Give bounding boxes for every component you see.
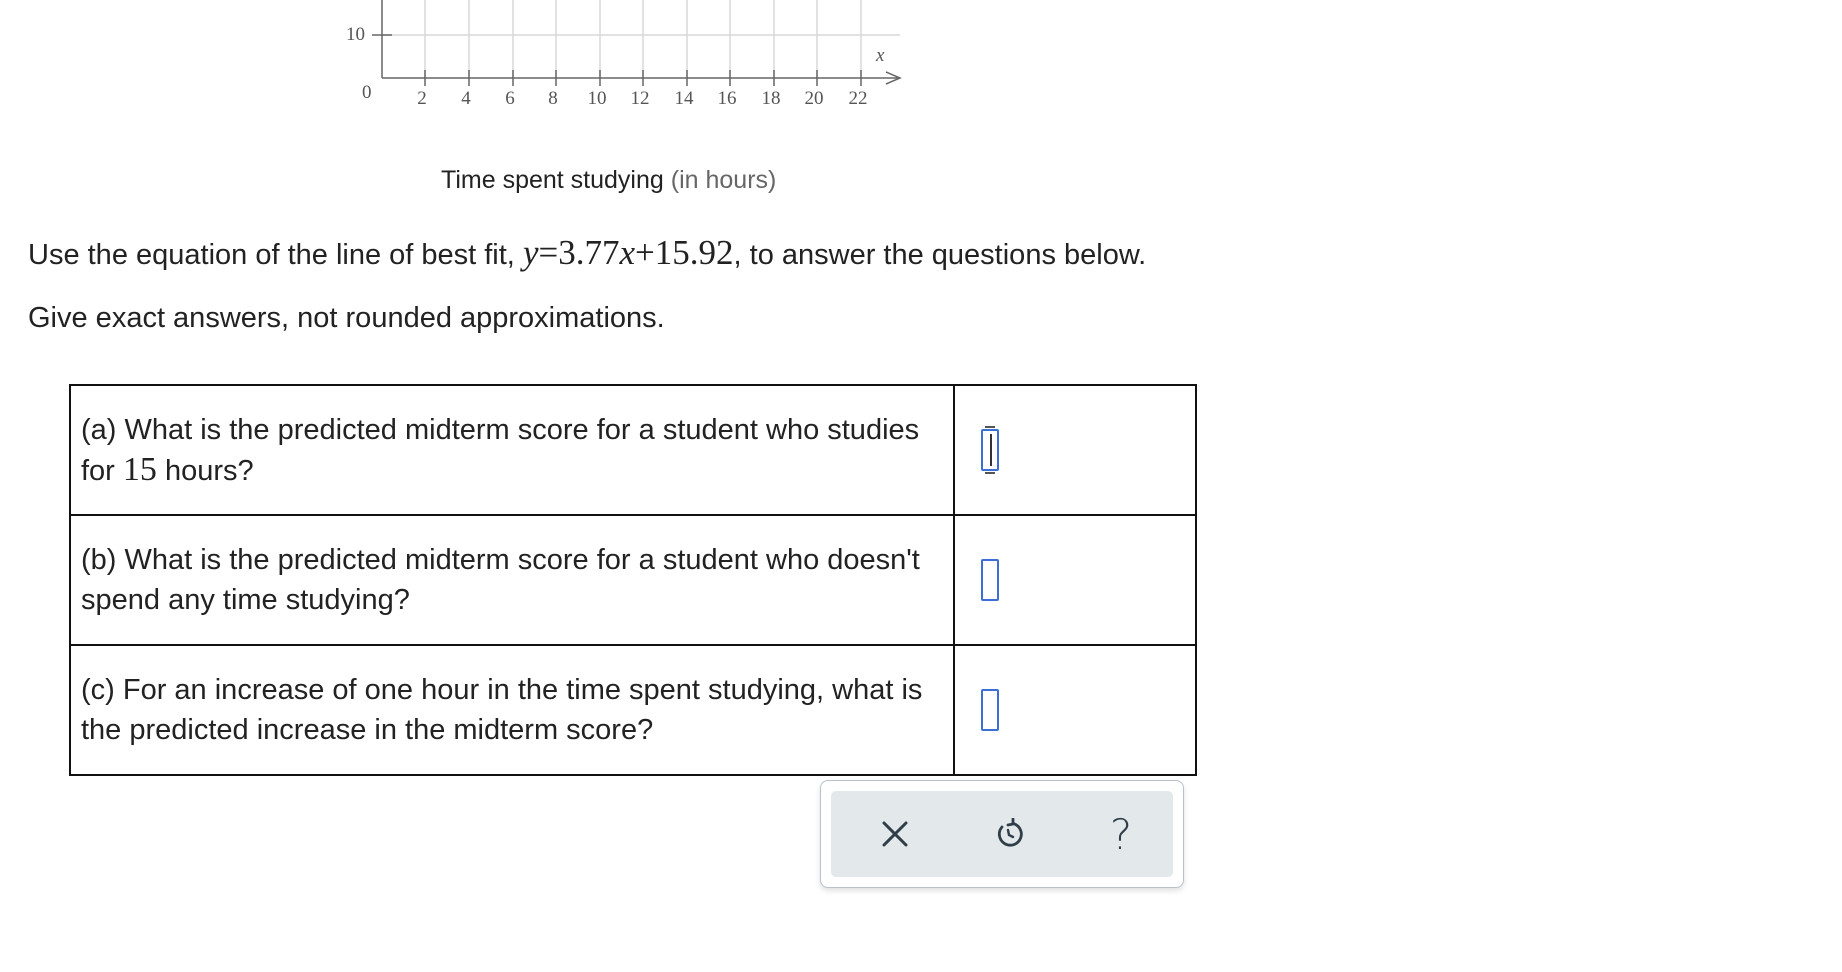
x-tick-label: 16: [717, 88, 737, 109]
equation-y: y: [522, 233, 539, 272]
question-a: [70, 385, 954, 515]
answer-input-b[interactable]: [981, 559, 999, 601]
question-a-number: 15: [122, 450, 157, 488]
toolbar-panel: [831, 791, 1173, 877]
answer-input-c[interactable]: [981, 689, 999, 731]
x-tick-label: 4: [461, 88, 471, 109]
y-tick-label: 0: [362, 82, 372, 103]
x-tick-label: 20: [804, 88, 824, 109]
scatter-plot-graph: [0, 0, 1000, 140]
x-tick-label: 10: [587, 88, 607, 109]
instruction-equation: [28, 233, 1146, 273]
best-fit-equation: [523, 233, 734, 272]
x-tick-label: 14: [674, 88, 694, 109]
questions-table: [69, 384, 1197, 776]
help-button[interactable]: [1065, 791, 1177, 877]
equation-intercept: 15.92: [654, 233, 734, 272]
question-row-a: [70, 385, 1196, 515]
question-c: (c) For an increase of one hour in the time spent studying, what is the predicted increase in the midterm score?: [70, 645, 954, 775]
question-a-text: (a) What is the predicted midterm score for a student who studies for: [81, 413, 920, 487]
x-tick-label: 6: [505, 88, 515, 109]
instruction-exact-answers: Give exact answers, not rounded approximations.: [28, 302, 665, 334]
x-tick-label: 22: [848, 88, 868, 109]
x-axis-title: [441, 166, 776, 195]
answer-cell-b: [954, 515, 1196, 645]
x-axis-variable: x: [876, 45, 885, 66]
x-tick-label: 12: [630, 88, 650, 109]
x-tick-label: 8: [548, 88, 558, 109]
equation-slope: 3.77: [558, 233, 620, 272]
answer-input-a[interactable]: [981, 429, 999, 471]
x-tick-labels: [417, 88, 867, 109]
question-row-b: [70, 515, 1196, 645]
answer-cell-c: [954, 645, 1196, 775]
x-axis-title-unit: (in hours): [670, 166, 777, 194]
equation-plus: +: [635, 233, 655, 272]
instruction-text-end: , to answer the questions below.: [733, 239, 1147, 271]
instruction-text: Use the equation of the line of best fit,: [28, 239, 523, 271]
x-axis-title-text: Time spent studying: [441, 166, 671, 194]
x-tick-label: 18: [761, 88, 781, 109]
clear-button[interactable]: [839, 791, 951, 877]
text-caret: [990, 434, 992, 466]
answer-cell-a: [954, 385, 1196, 515]
question-row-c: [70, 645, 1196, 775]
equation-equals: =: [538, 233, 559, 272]
undo-button[interactable]: [953, 791, 1065, 877]
question-a-text-end: hours?: [156, 454, 254, 487]
answer-toolbar: [820, 780, 1184, 888]
close-icon: [881, 820, 909, 848]
grid-lines: [382, 0, 900, 78]
y-tick-label: 10: [346, 24, 365, 45]
x-tick-label: 2: [417, 88, 427, 109]
equation-x: x: [619, 233, 636, 272]
question-b: (b) What is the predicted midterm score for a student who doesn't spend any time studying?: [70, 515, 954, 645]
help-icon: ?: [1109, 809, 1133, 859]
undo-icon: [993, 818, 1025, 850]
